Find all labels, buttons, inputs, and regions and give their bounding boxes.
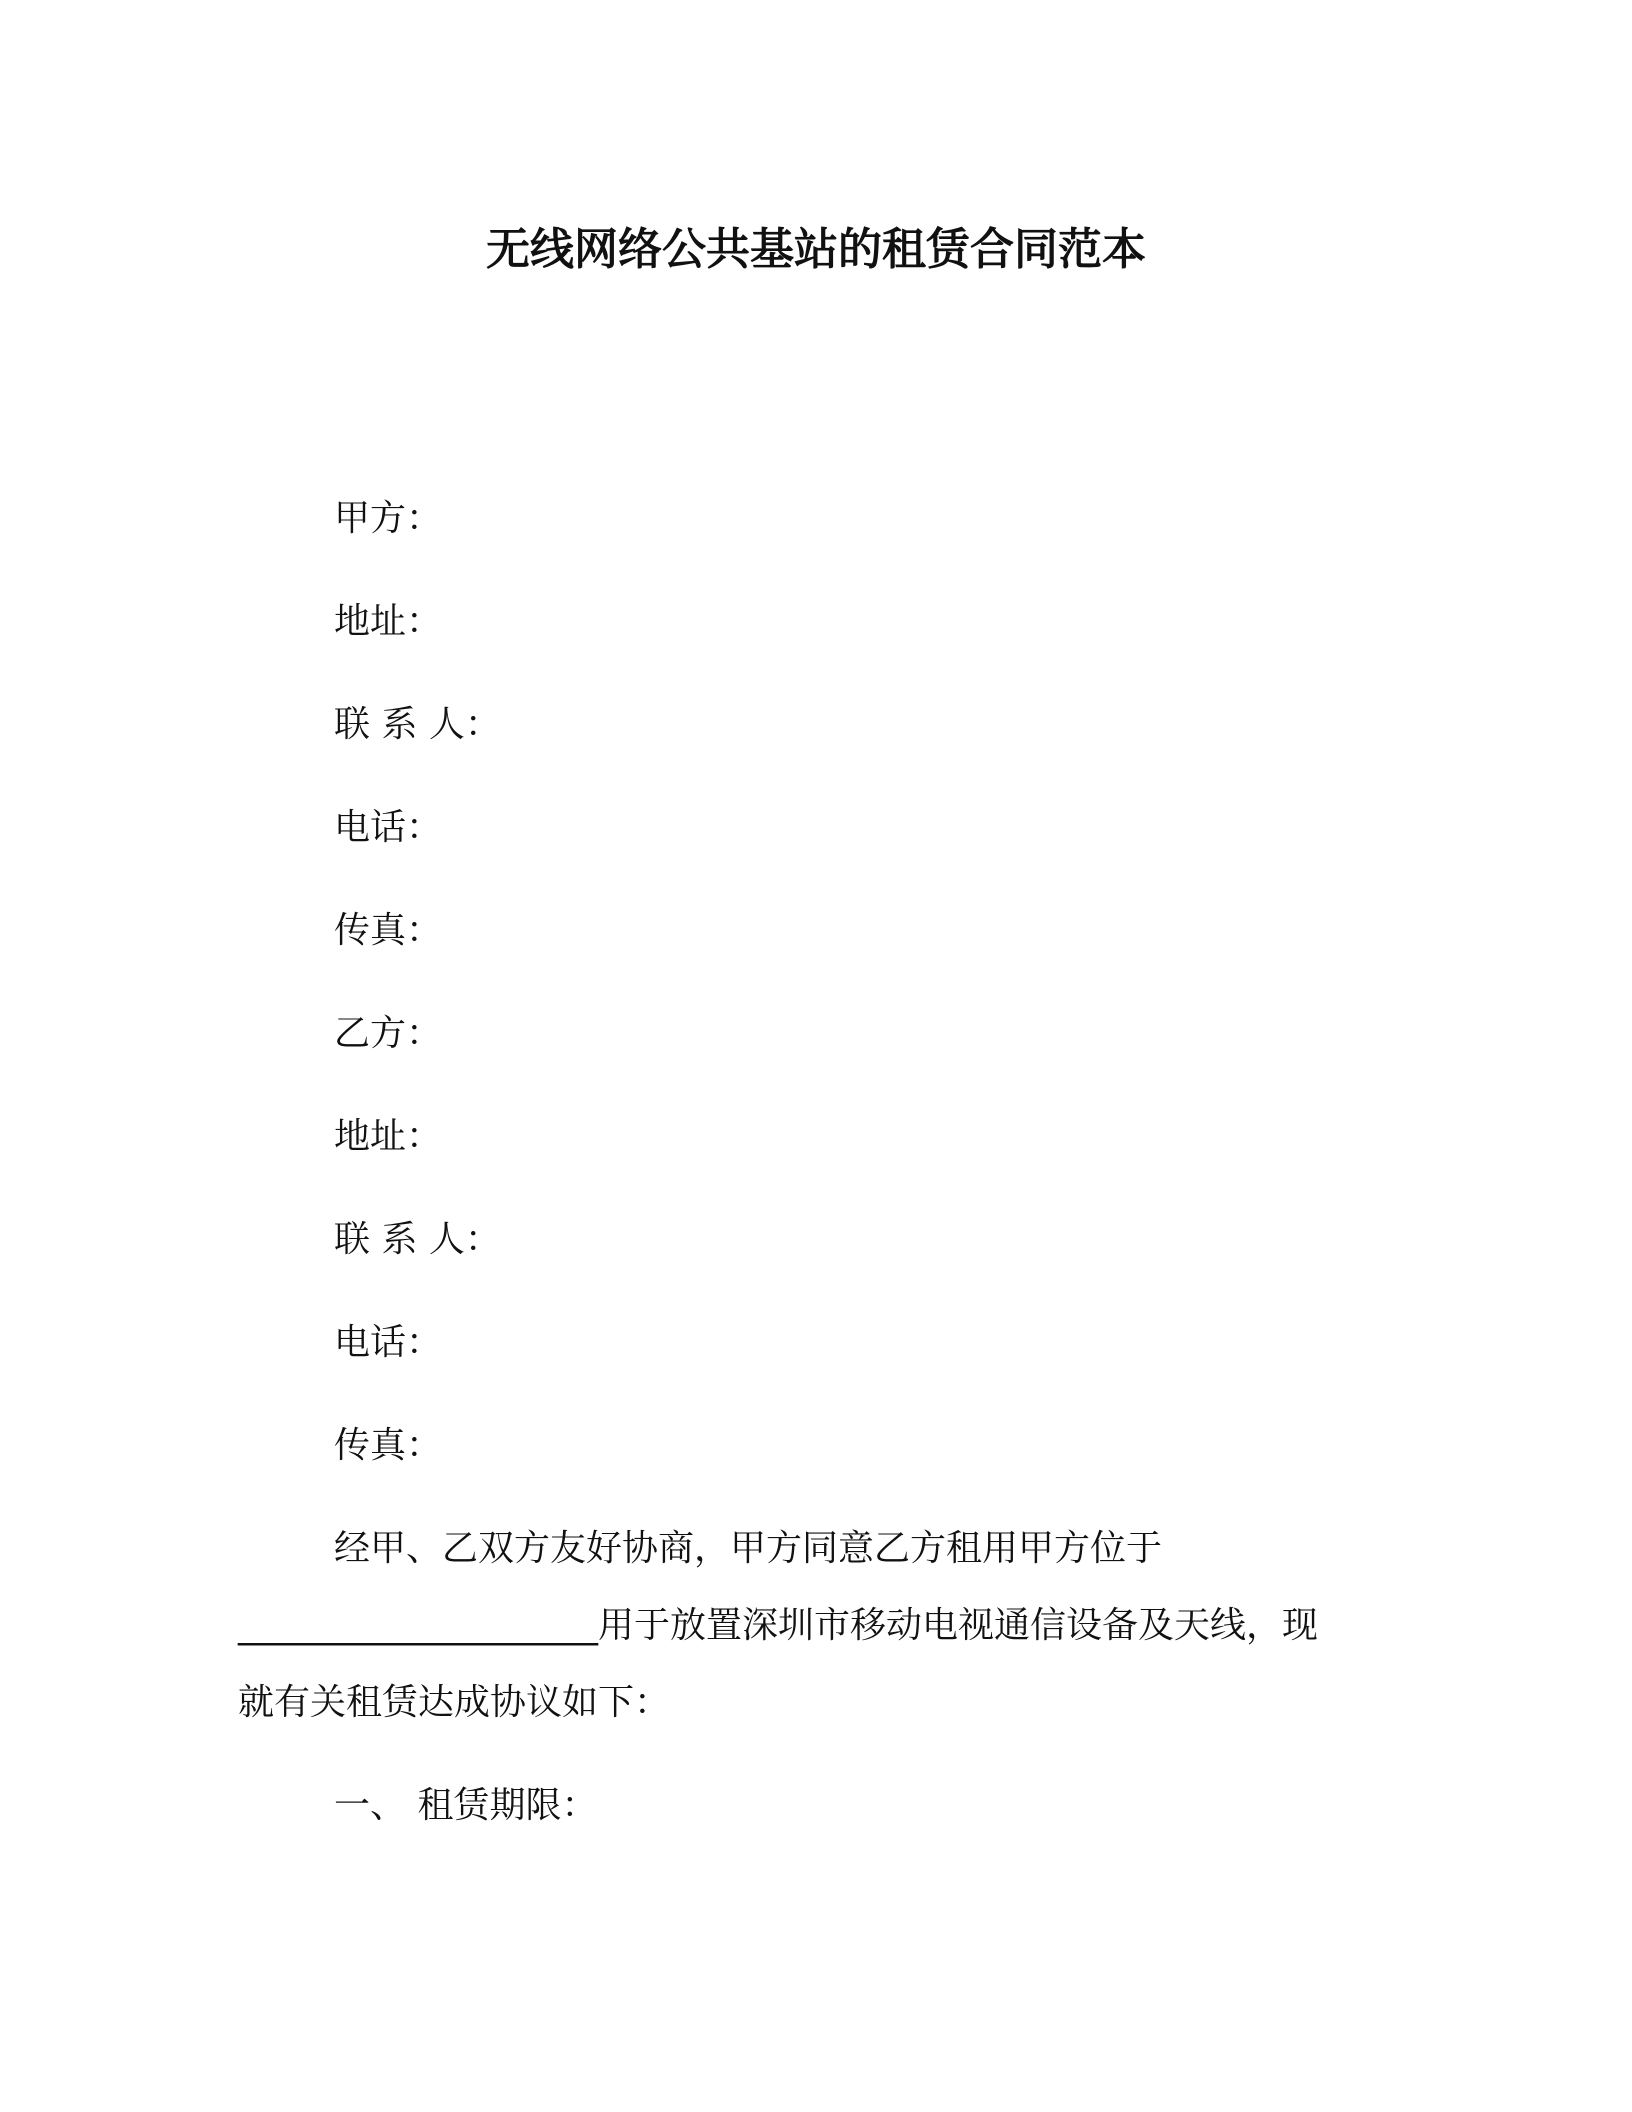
party-b-contact-label: 联 系 人：	[334, 1219, 501, 1260]
section-heading-1: 一、 租赁期限：	[334, 1785, 598, 1826]
party-a-name-label: 甲方：	[334, 498, 443, 539]
party-b-name-label: 乙方：	[334, 1013, 443, 1054]
party-a-address-label: 地址：	[334, 601, 443, 642]
intro-line-3: 就有关租赁达成协议如下：	[238, 1682, 671, 1723]
intro-line-1: 经甲、乙双方友好协商，甲方同意乙方租用甲方位于	[334, 1528, 1163, 1569]
intro-line-2: ____________________用于放置深圳市移动电视通信设备及天线，现	[238, 1605, 1319, 1646]
party-b-fax-label: 传真：	[334, 1425, 443, 1466]
party-a-phone-label: 电话：	[334, 807, 443, 848]
party-b-address-label: 地址：	[334, 1116, 443, 1157]
document-title: 无线网络公共基站的租赁合同范本	[486, 224, 1146, 275]
party-a-contact-label: 联 系 人：	[334, 704, 501, 745]
party-b-phone-label: 电话：	[334, 1322, 443, 1363]
party-a-fax-label: 传真：	[334, 910, 443, 951]
